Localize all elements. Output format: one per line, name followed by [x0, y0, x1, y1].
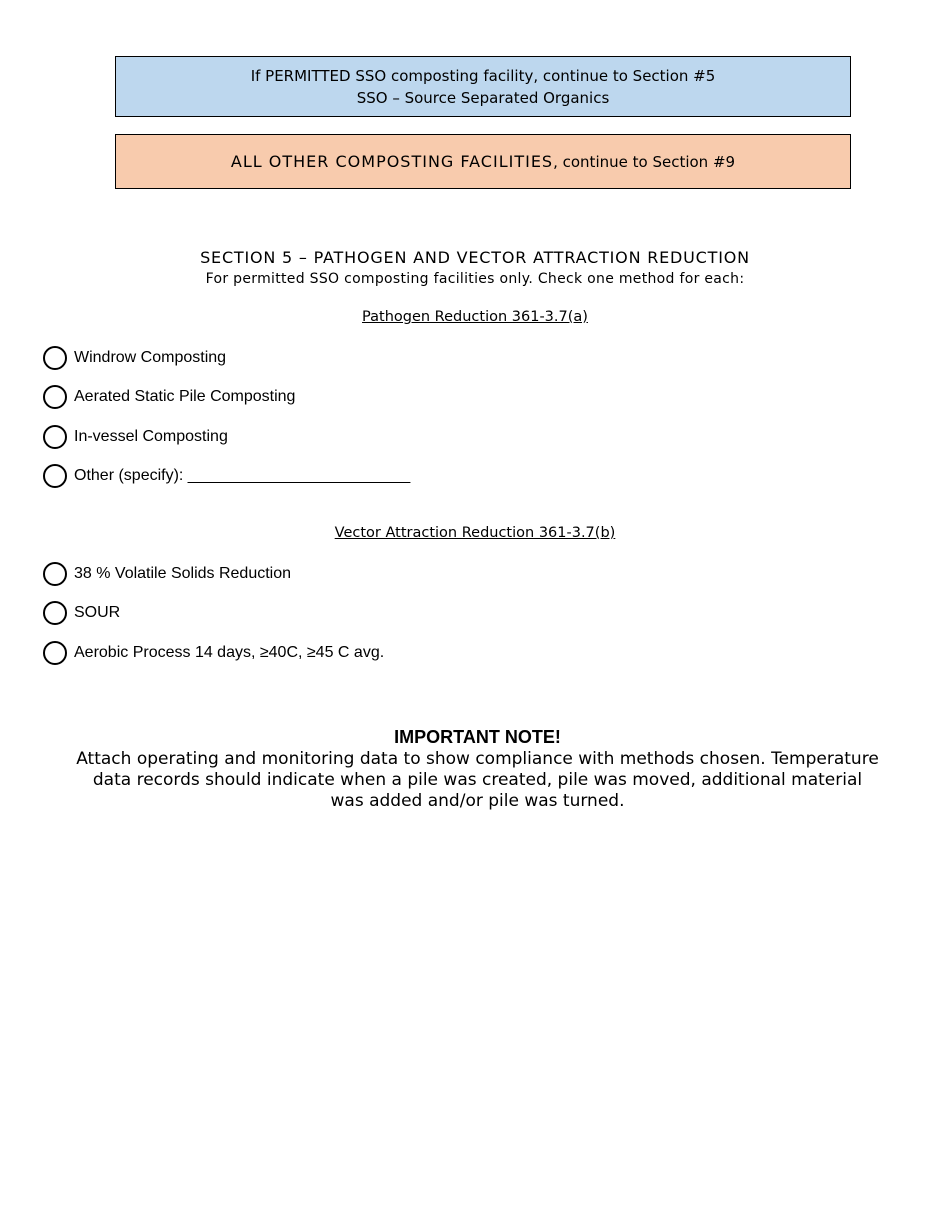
radio-button[interactable] — [43, 346, 67, 370]
option-windrow-composting[interactable] — [43, 344, 226, 372]
option-aerobic-process[interactable] — [43, 639, 384, 667]
option-label: Other (specify): _________________________ — [74, 467, 411, 484]
option-label: Windrow Composting — [74, 349, 227, 366]
radio-button[interactable] — [43, 425, 67, 449]
option-aerated-static-pile[interactable] — [43, 383, 295, 411]
permitted-sso-instruction: If PERMITTED SSO composting facility, continue to Section #5 — [250, 67, 716, 85]
section-title: SECTION 5 – PATHOGEN AND VECTOR ATTRACTION REDUCTION — [200, 248, 750, 267]
radio-button[interactable] — [43, 601, 67, 625]
option-sour[interactable] — [43, 599, 120, 627]
radio-button[interactable] — [43, 385, 67, 409]
sso-definition: SSO – Source Separated Organics — [356, 89, 610, 107]
other-facilities-instruction: , continue to Section #9 — [553, 153, 736, 171]
pathogen-reduction-heading: Pathogen Reduction 361-3.7(a) — [362, 309, 588, 325]
other-facilities-banner — [115, 134, 851, 189]
radio-button[interactable] — [43, 464, 67, 488]
section-subtitle: For permitted SSO composting facilities only. Check one method for each: — [205, 271, 745, 287]
option-in-vessel-composting[interactable] — [43, 423, 228, 451]
option-volatile-solids-reduction[interactable] — [43, 560, 291, 588]
option-label: SOUR — [74, 604, 121, 621]
permitted-sso-banner — [115, 56, 851, 117]
option-label: 38 % Volatile Solids Reduction — [74, 565, 292, 582]
option-other-specify[interactable] — [43, 462, 410, 490]
option-label: In-vessel Composting — [74, 428, 228, 445]
vector-attraction-heading: Vector Attraction Reduction 361-3.7(b) — [334, 525, 616, 541]
radio-button[interactable] — [43, 641, 67, 665]
important-note-title: IMPORTANT NOTE! — [394, 727, 561, 747]
option-label: Aerobic Process 14 days, ≥40C, ≥45 C avg. — [74, 644, 385, 661]
radio-button[interactable] — [43, 562, 67, 586]
other-facilities-heading: ALL OTHER COMPOSTING FACILITIES — [230, 152, 554, 171]
important-note-body: Attach operating and monitoring data to show compliance with methods chosen. Temperature data records should indicate when a pile was created, pile was moved, additional material was added and/or pile was turned. — [76, 749, 879, 811]
option-label: Aerated Static Pile Composting — [74, 388, 296, 405]
